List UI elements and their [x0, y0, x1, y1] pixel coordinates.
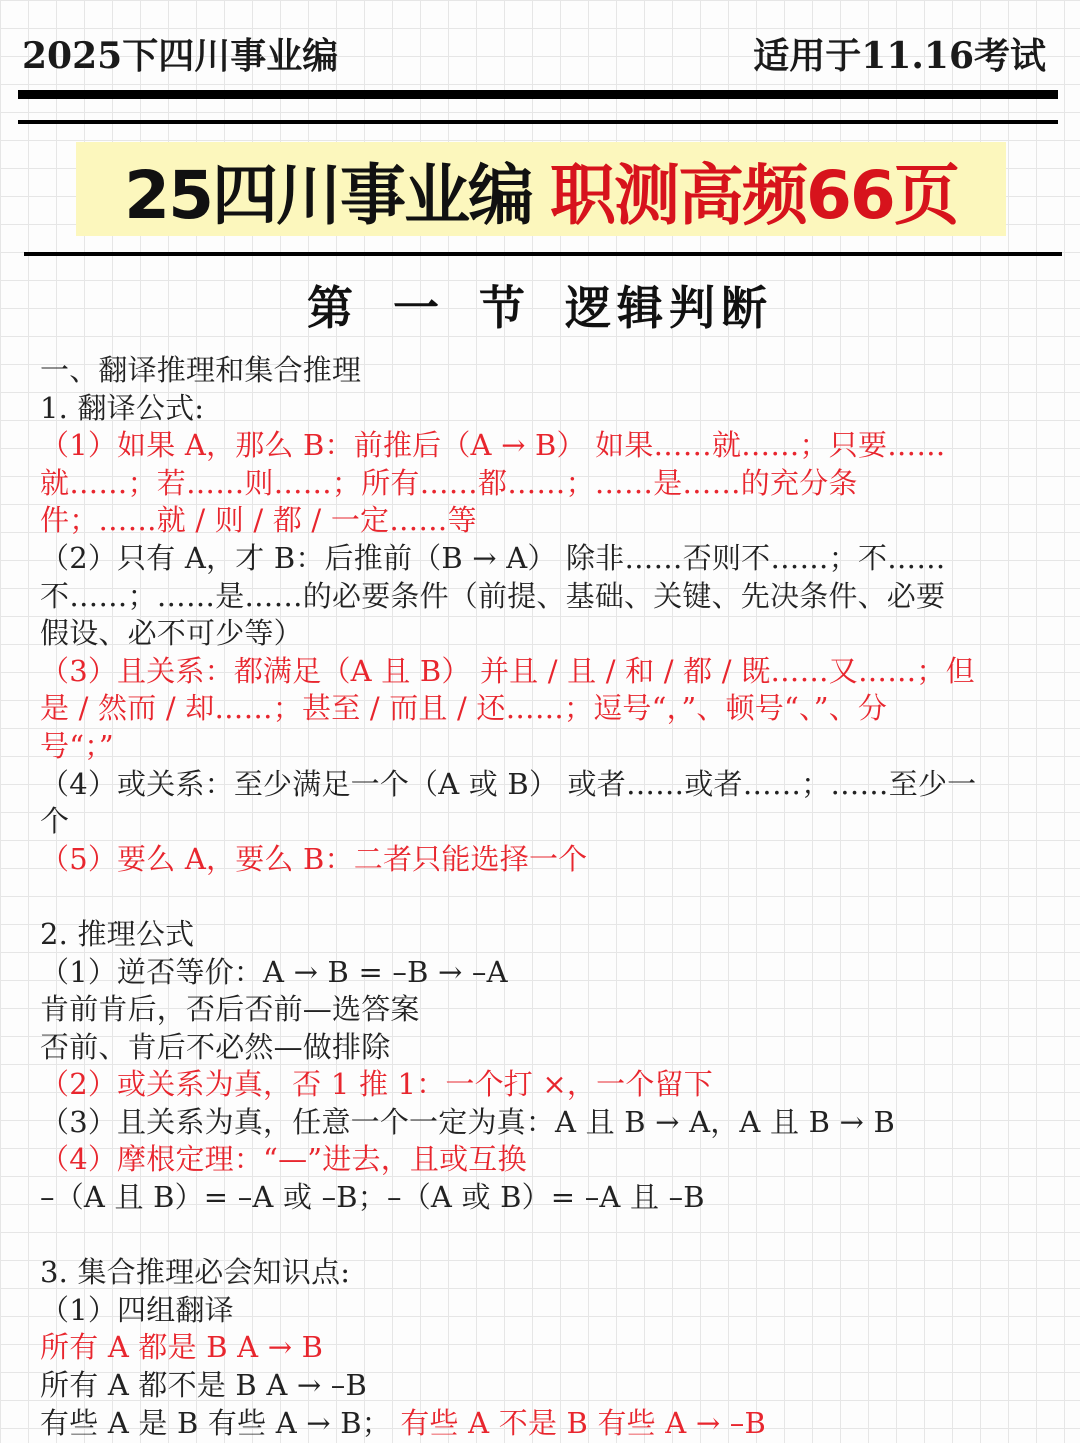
spacer — [40, 1217, 1050, 1255]
set-1-translation-c: 有些 A 是 B 有些 A → B； — [40, 1405, 391, 1440]
inference-1: （1）逆否等价：A → B = –B → –A — [40, 954, 508, 989]
subheading-translation-formula: 1. 翻译公式: — [40, 390, 205, 425]
rule-2-line-1: （2）只有 A，才 B：后推前（B → A） 除非……否则不……；不…… — [40, 540, 946, 575]
rule-2-line-2: 不……；……是……的必要条件（前提、基础、关键、先决条件、必要 — [40, 578, 946, 613]
banner-title-black: 25四川事业编 — [124, 156, 532, 234]
spacer — [40, 878, 1050, 916]
top-thin-divider — [18, 120, 1058, 124]
set-1: （1）四组翻译 — [40, 1292, 234, 1327]
title-banner — [76, 142, 1006, 236]
section-title: 第 一 节 逻辑判断 — [306, 281, 774, 335]
banner-bottom-divider — [24, 252, 1062, 256]
content-body — [40, 352, 1050, 1442]
set-1-translation-d: 有些 A 不是 B 有些 A → –B — [400, 1405, 766, 1440]
rule-4-line-2: 个 — [40, 804, 70, 839]
heading-translation-set: 一、翻译推理和集合推理 — [40, 353, 362, 387]
rule-1-line-2: 就……；若……则……；所有……都……；……是……的充分条 — [40, 465, 858, 500]
rule-5-line-1: （5）要么 A，要么 B：二者只能选择一个 — [40, 841, 588, 876]
rule-2-line-3: 假设、必不可少等） — [40, 616, 303, 651]
rule-3-line-3: 号“；” — [40, 728, 114, 763]
inference-4-formula: –（A 且 B）= –A 或 –B；–（A 或 B）= –A 且 –B — [40, 1180, 705, 1215]
top-thick-divider — [18, 90, 1058, 99]
inference-1-note-b: 否前、肯后不必然—做排除 — [40, 1029, 391, 1064]
set-1-translation-b: 所有 A 都不是 B A → –B — [40, 1368, 368, 1403]
inference-1-note-a: 肯前肯后，否后否前—选答案 — [40, 992, 420, 1027]
rule-4-line-1: （4）或关系：至少满足一个（A 或 B） 或者……或者……；……至少一 — [40, 766, 977, 801]
inference-3: （3）且关系为真，任意一个一定为真：A 且 B → A，A 且 B → B — [40, 1104, 895, 1139]
rule-3-line-1: （3）且关系：都满足（A 且 B） 并且 / 且 / 和 / 都 / 既……又……；但 — [40, 653, 975, 688]
header-right-note: 适用于11.16考试 — [753, 35, 1046, 77]
banner-title-red: 职测高频66页 — [550, 156, 958, 234]
inference-2: （2）或关系为真，否 1 推 1：一个打 ×，一个留下 — [40, 1067, 713, 1102]
inference-4: （4）摩根定理：“—”进去，且或互换 — [40, 1142, 527, 1177]
rule-3-line-2: 是 / 然而 / 却……；甚至 / 而且 / 还……；逗号“，”、顿号“、”、分 — [40, 691, 888, 726]
set-1-translation-c-row — [40, 1405, 1050, 1443]
heading-set-inference: 3. 集合推理必会知识点: — [40, 1255, 351, 1290]
rule-1-line-3: 件；……就 / 则 / 都 / 一定……等 — [40, 503, 477, 538]
set-1-translation-a: 所有 A 都是 B A → B — [40, 1330, 324, 1365]
header-left-title: 2025下四川事业编 — [22, 35, 339, 77]
heading-inference-formula: 2. 推理公式 — [40, 916, 195, 951]
rule-1-line-1: （1）如果 A，那么 B：前推后（A → B） 如果……就……；只要…… — [40, 428, 946, 463]
